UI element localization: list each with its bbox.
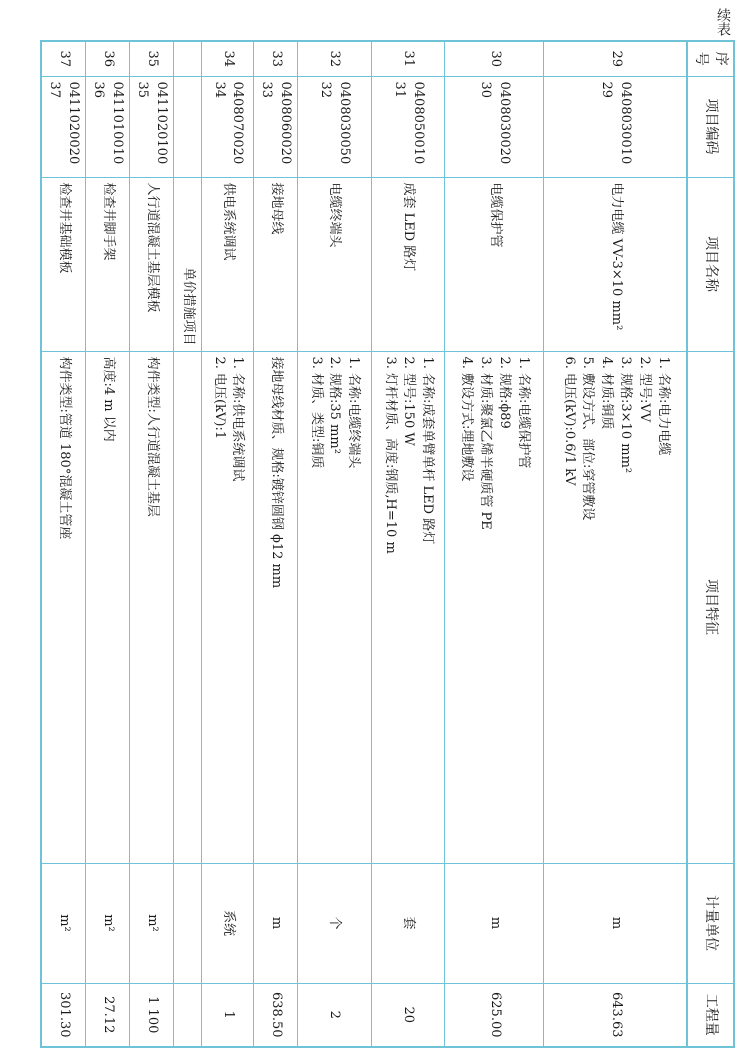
feature-line: 4. 材质:铜质 (599, 356, 615, 430)
feature-line: 5. 敷设方式、部位:穿管敷设 (580, 356, 596, 521)
cell-features (85, 351, 129, 863)
feature-line: 3. 材质:聚氯乙烯半硬质管 PE (478, 356, 494, 530)
table-body (41, 41, 687, 1047)
table-row (85, 41, 129, 1047)
cell-unit: 套 (371, 863, 445, 983)
cell-features (129, 351, 173, 863)
header-code: 项目编码 (687, 76, 734, 177)
feature-line: 3. 灯杆材质、高度:钢质,H=10 m (382, 356, 398, 554)
cell-code: 041102010035 (129, 76, 173, 177)
feature-line: 4. 敷设方式:埋地敷设 (459, 356, 475, 482)
bill-of-quantities-table (40, 40, 735, 1048)
cell-features (544, 351, 688, 863)
cell-seq: 34 (202, 41, 253, 76)
cell-quantity: 301.30 (41, 983, 85, 1047)
feature-line: 2. 型号:150 W (401, 356, 417, 446)
cell-name: 检查井基础模板 (41, 177, 85, 351)
feature-line: 6. 电压(kV):0.6/1 kV (561, 356, 577, 486)
header-row (687, 41, 734, 1047)
table-row (544, 41, 688, 1047)
cell-unit: m² (41, 863, 85, 983)
cell-quantity: 1 (202, 983, 253, 1047)
table-row (41, 41, 85, 1047)
feature-line: 构件类型:管道 180°混凝土管座 (56, 356, 72, 540)
cell-seq: 32 (297, 41, 371, 76)
cell-unit: m (445, 863, 544, 983)
cell-seq: 33 (253, 41, 297, 76)
cell-code: 040803002030 (445, 76, 544, 177)
cell-code: 040806002033 (253, 76, 297, 177)
cell-unit: 系统 (202, 863, 253, 983)
cell-quantity: 27.12 (85, 983, 129, 1047)
header-unit: 计量单位 (687, 863, 734, 983)
cell-name: 供电系统调试 (202, 177, 253, 351)
cell-name: 成套 LED 路灯 (371, 177, 445, 351)
cell-unit: m (253, 863, 297, 983)
cell-seq: 36 (85, 41, 129, 76)
cell-code: 040803001029 (544, 76, 688, 177)
cell-name: 单价措施项目 (173, 177, 202, 351)
cell-features (371, 351, 445, 863)
cell-seq: 37 (41, 41, 85, 76)
cell-quantity: 2 (297, 983, 371, 1047)
feature-line: 1. 名称:电缆保护管 (515, 356, 531, 469)
feature-line: 2. 电压(kV):1 (211, 356, 227, 440)
cell-features (41, 351, 85, 863)
cell-features (253, 351, 297, 863)
continued-label: 续表 (715, 8, 731, 36)
feature-line: 2. 规格:ϕ89 (497, 356, 513, 429)
cell-unit: m (544, 863, 688, 983)
cell-unit: m² (129, 863, 173, 983)
table-row (202, 41, 253, 1047)
cell-quantity: 1 100 (129, 983, 173, 1047)
feature-line: 1. 名称:电力电缆 (655, 356, 671, 456)
cell-unit: m² (85, 863, 129, 983)
table-row (129, 41, 173, 1047)
feature-line: 1. 名称:成套单臂单杆 LED 路灯 (420, 356, 436, 545)
cell-seq (173, 41, 202, 76)
cell-unit: 个 (297, 863, 371, 983)
cell-quantity: 643.63 (544, 983, 688, 1047)
feature-line: 1. 名称:供电系统调试 (230, 356, 246, 482)
cell-seq: 29 (544, 41, 688, 76)
table-row (253, 41, 297, 1047)
cell-name: 检查井脚手架 (85, 177, 129, 351)
feature-line: 构件类型:人行道混凝土基层 (144, 356, 160, 517)
cell-name: 电缆终端头 (297, 177, 371, 351)
cell-features (445, 351, 544, 863)
header-seq: 序号 (687, 41, 734, 76)
table-row (371, 41, 445, 1047)
header-features: 项目特征 (687, 351, 734, 863)
cell-seq: 31 (371, 41, 445, 76)
cell-features (202, 351, 253, 863)
cell-name: 电缆保护管 (445, 177, 544, 351)
feature-line: 1. 名称:电缆终端头 (346, 356, 362, 469)
table-row (297, 41, 371, 1047)
cell-name: 电力电缆 VV-3×10 mm² (544, 177, 688, 351)
header-quantity: 工程量 (687, 983, 734, 1047)
cell-code: 041102002037 (41, 76, 85, 177)
table-row (445, 41, 544, 1047)
table-row (173, 41, 202, 1047)
cell-quantity: 20 (371, 983, 445, 1047)
rotated-page (40, 40, 735, 1046)
feature-line: 2. 型号:VV (636, 356, 652, 423)
cell-name: 人行道混凝土基层模板 (129, 177, 173, 351)
cell-quantity: 625.00 (445, 983, 544, 1047)
cell-code (173, 76, 202, 177)
feature-line: 接地母线材质、规格:镀锌圆钢 ϕ12 mm (268, 356, 284, 589)
cell-seq: 35 (129, 41, 173, 76)
header-name: 项目名称 (687, 177, 734, 351)
cell-features (173, 351, 202, 863)
cell-quantity (173, 983, 202, 1047)
cell-code: 040805001031 (371, 76, 445, 177)
cell-name: 接地母线 (253, 177, 297, 351)
cell-code: 040807002034 (202, 76, 253, 177)
cell-quantity: 638.50 (253, 983, 297, 1047)
feature-line: 高度:4 m 以内 (100, 356, 116, 442)
cell-code: 041101001036 (85, 76, 129, 177)
feature-line: 3. 规格:3×10 mm² (618, 356, 634, 474)
cell-seq: 30 (445, 41, 544, 76)
feature-line: 3. 材质、类型:铜质 (308, 356, 324, 469)
cell-code: 040803005032 (297, 76, 371, 177)
cell-features (297, 351, 371, 863)
feature-line: 2. 规格:35 mm² (327, 356, 343, 454)
cell-unit (173, 863, 202, 983)
